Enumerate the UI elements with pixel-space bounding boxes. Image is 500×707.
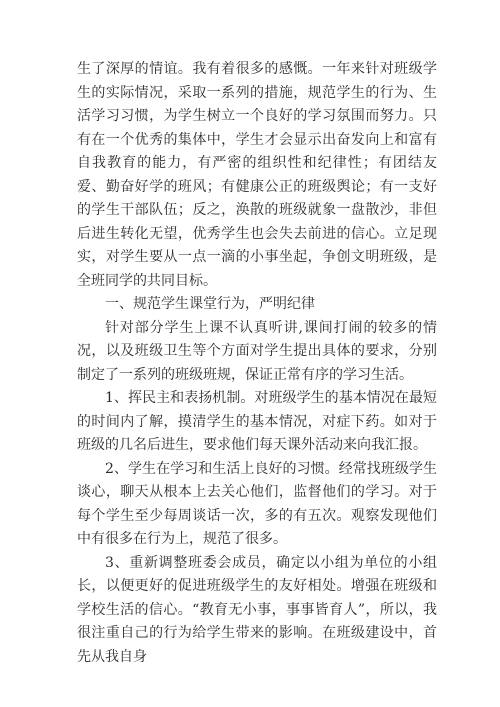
document-body <box>77 58 437 669</box>
section-heading: 一、规范学生课堂行为，严明纪律 <box>105 296 315 312</box>
body-paragraph: 针对部分学生上课不认真听讲,课间打闹的较多的情况，以及班级卫生等个方面对学生提出具体的要求，分别制定了一系列的班级班规，保证正常有序的学习生活。 <box>77 319 437 383</box>
body-paragraph: 3、重新调整班委会成员，确定以小组为单位的小组长，以便更好的促进班级学生的友好相处。增强在班级和学校生活的信心。“教育无小事，事事皆育人”，所以，我很注重自己的行为给学生带来的影响。在班级建设中，首先从我自身 <box>77 554 437 665</box>
body-paragraph: 生了深厚的情谊。我有着很多的感慨。一年来针对班级学生的实际情况，采取一系列的措施，规范学生的行为、生活学习习惯，为学生树立一个良好的学习氛围而努力。只有在一个优秀的集体中，学生才会显示出奋发向上和富有自我教育的能力，有严密的组织性和纪律性；有团结友爱、勤奋好学的班风；有健康公正的班级舆论；有一支好的学生干部队伍；反之，涣散的班级就象一盘散沙，非但后进生转化无望，优秀学生也会失去前进的信心。立足现实，对学生要从一点一滴的小事坐起，争创文明班级，是全班同学的共同目标。 <box>77 61 437 289</box>
body-paragraph: 2、学生在学习和生活上良好的习惯。经常找班级学生谈心，聊天从根本上去关心他们，监督他们的学习。对于每个学生至少每周谈话一次，多的有五次。观察发现他们中有很多在行为上，规范了很多。 <box>77 460 437 547</box>
body-paragraph: 1、挥民主和表扬机制。对班级学生的基本情况在最短的时间内了解，摸清学生的基本情况，对症下药。如对于班级的几名后进生，要求他们每天课外活动来向我汇报。 <box>77 390 437 453</box>
